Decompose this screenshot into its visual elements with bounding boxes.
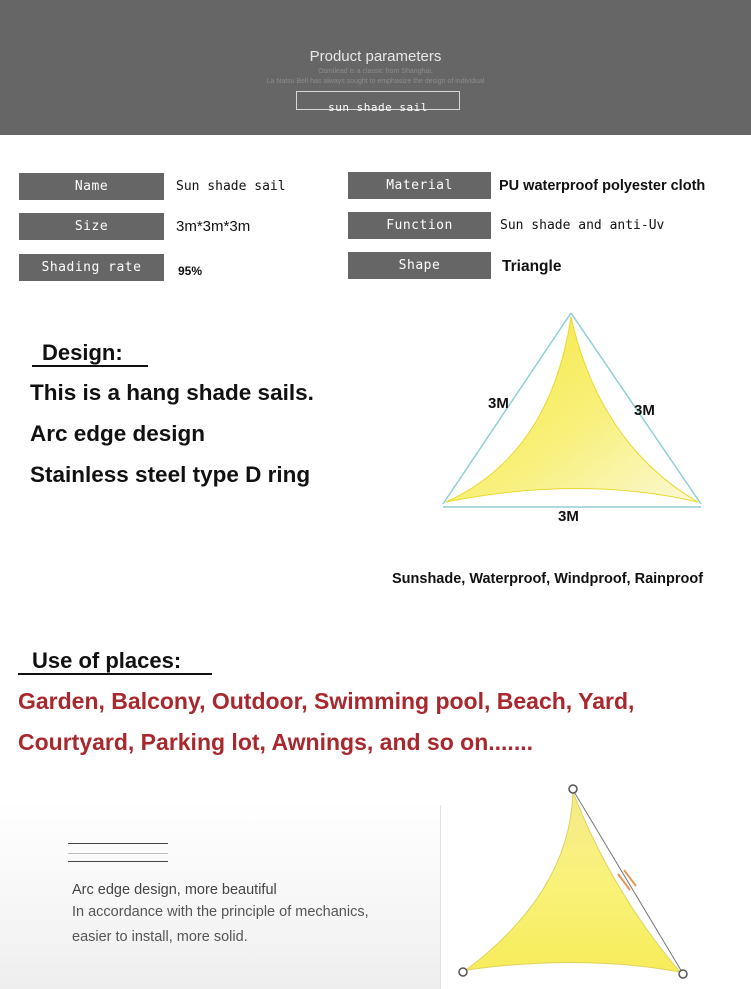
sail-triangle-diagram: [430, 305, 730, 525]
param-value-name: Sun shade sail: [176, 179, 286, 194]
header-subtext-line1: Osmilead is a classic from Shanghai,: [318, 68, 433, 75]
d-ring-left-icon: [459, 968, 467, 976]
design-line-3: Stainless steel type D ring: [30, 462, 311, 487]
use-heading: Use of places:: [32, 648, 182, 673]
design-heading: Design:: [42, 340, 123, 365]
header-banner: [0, 0, 751, 135]
param-label-function: Function: [348, 212, 491, 239]
param-value-material: PU waterproof polyester cloth: [499, 177, 706, 194]
header-subtext-line2: La Natsu Bell has always sought to emphasize the design of individual: [266, 78, 485, 85]
d-ring-top-icon: [569, 785, 577, 793]
sail-photo: [452, 782, 702, 987]
features-text: Sunshade, Waterproof, Windproof, Rainproof: [392, 571, 704, 587]
bottom-line-2: In accordance with the principle of mechanics,: [72, 904, 369, 920]
dimension-right: 3M: [634, 402, 655, 419]
sail-shape: [446, 317, 698, 502]
design-line-2: Arc edge design: [30, 421, 206, 446]
param-label-name: Name: [19, 173, 164, 200]
dimension-bottom: 3M: [558, 508, 579, 525]
bottom-line-3: easier to install, more solid.: [72, 929, 248, 945]
param-value-function: Sun shade and anti-Uv: [500, 218, 665, 233]
param-value-shading-rate: 95%: [178, 263, 203, 278]
param-label-size: Size: [19, 213, 164, 240]
param-label-material: Material: [348, 172, 491, 199]
sail-photo-shape: [466, 792, 680, 972]
dimension-left: 3M: [488, 395, 509, 412]
use-heading-underline: [18, 673, 212, 675]
bottom-line-1: Arc edge design, more beautiful: [72, 882, 277, 898]
design-line-1: This is a hang shade sails.: [30, 380, 314, 405]
header-title: Product parameters: [309, 48, 442, 65]
use-line-2: Courtyard, Parking lot, Awnings, and so on.......: [18, 729, 533, 755]
decorative-frame-line: [68, 853, 168, 854]
param-label-shape: Shape: [348, 252, 491, 279]
header-subtitle: sun shade sail: [328, 101, 428, 114]
design-heading-underline: [32, 365, 148, 367]
param-label-shading-rate: Shading rate: [19, 254, 164, 281]
d-ring-right-icon: [679, 970, 687, 978]
param-value-shape: Triangle: [502, 257, 562, 275]
param-value-size: 3m*3m*3m: [176, 218, 251, 235]
use-line-1: Garden, Balcony, Outdoor, Swimming pool, Beach, Yard,: [18, 688, 635, 714]
bottom-divider: [440, 805, 441, 989]
